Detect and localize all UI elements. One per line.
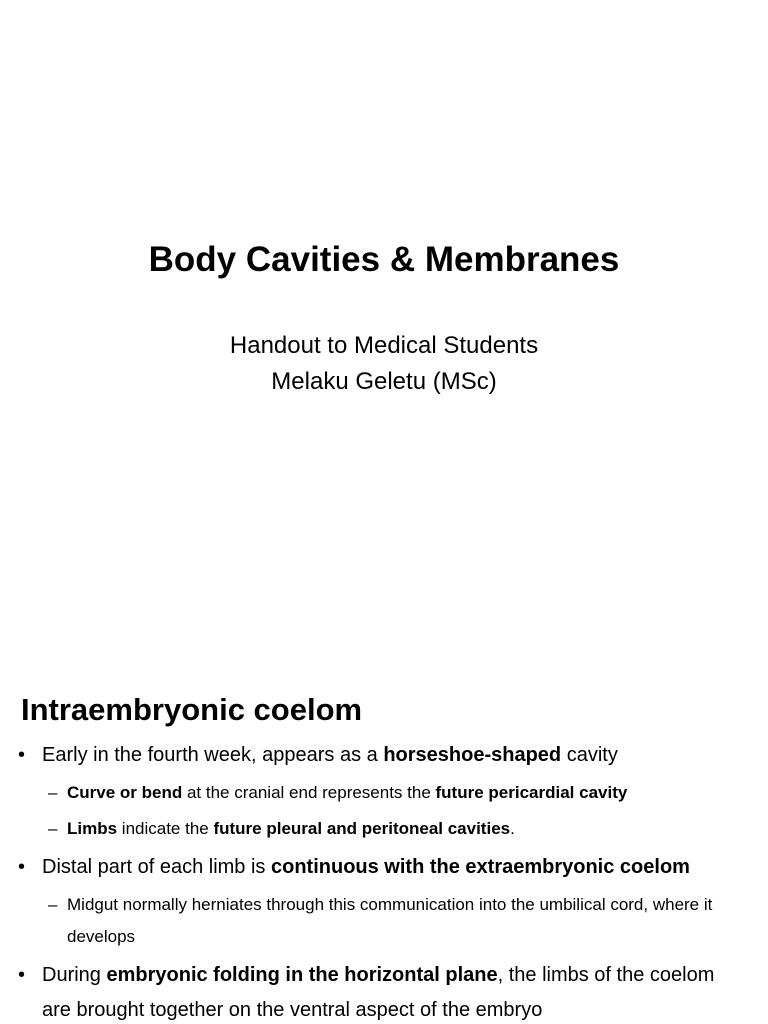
bullet-marker: • — [18, 964, 26, 986]
bullet-text: indicate the — [117, 819, 214, 838]
bullet-emphasis: horseshoe-shaped — [383, 744, 562, 766]
slide-heading: Intraembryonic coelom — [21, 692, 363, 727]
sub-bullet-marker: – — [48, 819, 58, 838]
bullet-emphasis: continuous with the extraembryonic coelom — [270, 856, 690, 878]
subtitle-block — [0, 328, 768, 400]
bullet-text: Midgut normally herniates through this communication into the umbilical cord, where it develops — [67, 895, 713, 946]
bullet-marker: • — [18, 744, 26, 766]
bullet-item-horseshoe — [0, 738, 768, 773]
sub-bullet-curve — [0, 777, 768, 809]
bullet-emphasis: future pericardial cavity — [435, 783, 628, 802]
bullet-text: cavity — [561, 744, 618, 766]
bullet-text: During — [42, 964, 107, 986]
content-slide — [0, 576, 768, 1024]
bullet-text: Distal part of each limb is — [42, 856, 271, 878]
bullet-marker: • — [18, 856, 26, 878]
sub-bullet-midgut — [0, 889, 768, 953]
bullet-text: at the cranial end represents the — [182, 783, 436, 802]
bullet-emphasis: Limbs — [67, 819, 118, 838]
subtitle-author: Melaku Geletu (MSc) — [271, 368, 497, 395]
bullet-text: . — [510, 819, 515, 838]
sub-bullet-limbs — [0, 813, 768, 845]
presentation-title: Body Cavities & Membranes — [148, 240, 620, 279]
sub-bullet-marker: – — [48, 895, 58, 914]
bullet-emphasis: embryonic folding in the horizontal plane — [106, 964, 498, 986]
bullet-text: Early in the fourth week, appears as a — [42, 744, 384, 766]
bullet-list — [0, 738, 768, 1024]
bullet-item-folding — [0, 958, 768, 1024]
bullet-emphasis: future pleural and peritoneal cavities — [213, 819, 511, 838]
subtitle-audience: Handout to Medical Students — [229, 332, 539, 359]
bullet-item-distal — [0, 850, 768, 885]
bullet-emphasis: Curve or bend — [67, 783, 183, 802]
bullet-text: , the limbs of the coelom are brought together on the ventral aspect of the embryo — [42, 964, 715, 1021]
sub-bullet-marker: – — [48, 783, 58, 802]
